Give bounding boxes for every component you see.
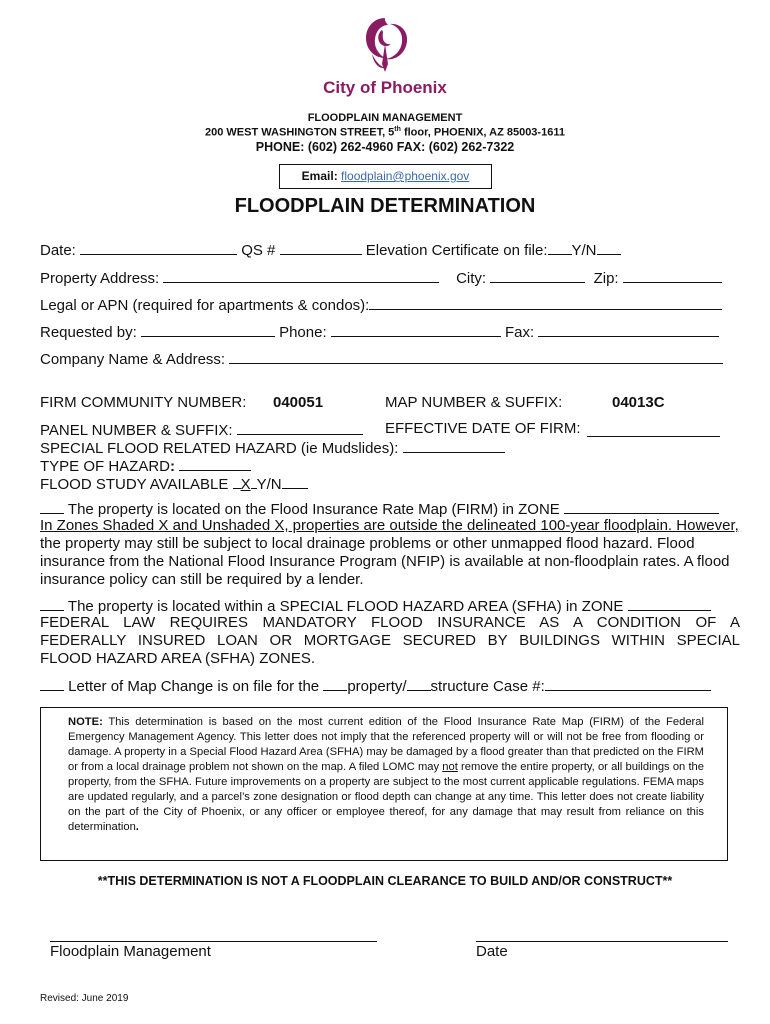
sfha-zone-statement: The property is located within a SPECIAL FLOOD HAZARD AREA (SFHA) in ZONE [67, 598, 624, 615]
date-field[interactable] [80, 240, 237, 255]
signature-label-right: Date [476, 943, 508, 960]
signature-label-left: Floodplain Management [50, 943, 211, 960]
special-hazard-label: SPECIAL FLOOD RELATED HAZARD (ie Mudslides): [40, 440, 399, 457]
logo-text: City of Phoenix [323, 78, 447, 97]
date-row [40, 240, 740, 260]
lomc-structure-check[interactable] [407, 676, 431, 691]
disclaimer: **THIS DETERMINATION IS NOT A FLOODPLAIN CLEARANCE TO BUILD AND/OR CONSTRUCT** [97, 874, 673, 888]
firm-zone-row [40, 499, 740, 519]
legal-apn-field[interactable] [369, 295, 722, 310]
flood-study-label: FLOOD STUDY AVAILABLE [40, 476, 229, 493]
elevation-blank-1[interactable] [548, 240, 572, 255]
sfha-zone-field[interactable] [628, 596, 711, 611]
hazard-type-row: TYPE OF HAZARD: [40, 456, 740, 476]
company-field[interactable] [229, 349, 723, 364]
zones-x-paragraph: In Zones Shaded X and Unshaded X, properties are outside the delineated 100-year floodplain. However, the property may still be subject to local drainage problems or other unmapped flood hazard. Flood insurance from the National Flood Insurance Program (NFIP) is available at non-floodplain rates. A flood insurance policy can still be required by a lender. [40, 517, 739, 588]
lomc-row: Letter of Map Change is on file for the property/ structure Case #: [40, 676, 740, 696]
lomc-property-check[interactable] [323, 676, 347, 691]
hazard-type-label: TYPE OF HAZARD [40, 458, 171, 475]
requested-row [40, 322, 740, 342]
legal-apn-label: Legal or APN (required for apartments & condos): [40, 297, 370, 314]
zip-field[interactable] [623, 268, 722, 283]
revision-date: Revised: June 2019 [40, 993, 129, 1004]
company-row [40, 349, 740, 369]
map-number-value: 04013C [612, 394, 665, 411]
note-text: NOTE: This determination is based on the most current edition of the Flood Insurance Rate Map (FIRM) of the Federal Emergency Management Agency. This letter does not imply that the referenced property will or will not be free from flooding or damage. A property in a Special Flood Hazard Area (SFHA) may be damaged by a flood greater than that predicted on the FIRM or from a local drainage problem not shown on the map. A filed LOMC may not remove the entire property, or all buildings on the property, from the SFHA. Future improvements on a property are subject to the most current applicable regulations. FEMA maps are updated regularly, and a parcel’s zone designation or flood depth can change at any time. This letter does not create liability on the part of the City of Phoenix, or any officer or employee thereof, for any damage that may result from reliance on this determination. [68, 716, 704, 833]
elevation-yn: Y/N [571, 242, 597, 259]
phoenix-bird-icon [322, 14, 448, 76]
firm-community-row [40, 394, 740, 412]
qs-label: QS # [241, 242, 276, 259]
firm-zone-field[interactable] [564, 499, 719, 514]
fax-label: Fax: [504, 324, 535, 341]
effective-date-field[interactable] [587, 422, 720, 437]
firm-community-label: FIRM COMMUNITY NUMBER: [40, 394, 247, 411]
requested-by-field[interactable] [141, 322, 275, 337]
signature-line-left[interactable] [50, 941, 377, 942]
property-row [40, 268, 740, 288]
company-label: Company Name & Address: [40, 351, 226, 368]
requested-by-label: Requested by: [40, 324, 137, 341]
fax-field[interactable] [538, 322, 719, 337]
effective-date-label: EFFECTIVE DATE OF FIRM: [385, 420, 581, 437]
hazard-type-field[interactable] [179, 456, 251, 471]
elevation-blank-2[interactable] [597, 240, 621, 255]
property-address-label: Property Address: [40, 270, 160, 287]
city-field[interactable] [490, 268, 585, 283]
flood-study-row [40, 474, 740, 494]
signature-line-right[interactable] [476, 941, 728, 942]
zip-label: Zip: [593, 270, 619, 287]
department-phone-fax: PHONE: (602) 262-4960 FAX: (602) 262-7322 [255, 140, 515, 154]
department-address: 200 WEST WASHINGTON STREET, 5th floor, PHOENIX, AZ 85003-1611 [205, 126, 565, 139]
flood-study-field[interactable] [282, 474, 308, 489]
lomc-check[interactable] [40, 676, 64, 691]
elevation-certificate-label: Elevation Certificate on file: [365, 242, 548, 259]
firm-zone-statement: The property is located on the Flood Insurance Rate Map (FIRM) in ZONE [67, 501, 560, 518]
city-label: City: [456, 270, 487, 287]
qs-field[interactable] [280, 240, 362, 255]
email-link[interactable]: floodplain@phoenix.gov [341, 169, 470, 183]
flood-study-mark[interactable]: X [240, 476, 251, 493]
special-hazard-row [40, 438, 740, 458]
phone-label: Phone: [279, 324, 327, 341]
firm-community-value: 040051 [273, 394, 324, 411]
panel-number-label: PANEL NUMBER & SUFFIX: [40, 422, 233, 439]
federal-law-paragraph: FEDERAL LAW REQUIRES MANDATORY FLOOD INSURANCE AS A CONDITION OF A FEDERALLY INSURED LOAN OR MORTGAGE SECURED BY BUILDINGS WITHIN SPECIAL FLOOD HAZARD AREA (SFHA) ZONES. [40, 614, 740, 667]
date-label: Date: [40, 242, 76, 259]
note-label: NOTE: [68, 716, 103, 728]
panel-row [40, 420, 740, 440]
email-label: Email: [301, 169, 338, 183]
special-hazard-field[interactable] [403, 438, 505, 453]
flood-study-yn: Y/N [256, 476, 282, 493]
legal-row [40, 295, 740, 315]
lomc-case-field[interactable] [545, 676, 711, 691]
email-box [279, 164, 492, 189]
sfha-zone-row [40, 596, 740, 616]
sfha-zone-check[interactable] [40, 596, 64, 611]
firm-zone-check[interactable] [40, 499, 64, 514]
phone-field[interactable] [331, 322, 501, 337]
property-address-field[interactable] [163, 268, 439, 283]
department-name: FLOODPLAIN MANAGEMENT [307, 112, 463, 124]
panel-number-field[interactable] [237, 420, 363, 435]
document-title: FLOODPLAIN DETERMINATION [234, 195, 536, 217]
map-number-label: MAP NUMBER & SUFFIX: [385, 394, 563, 411]
city-logo [322, 14, 448, 98]
